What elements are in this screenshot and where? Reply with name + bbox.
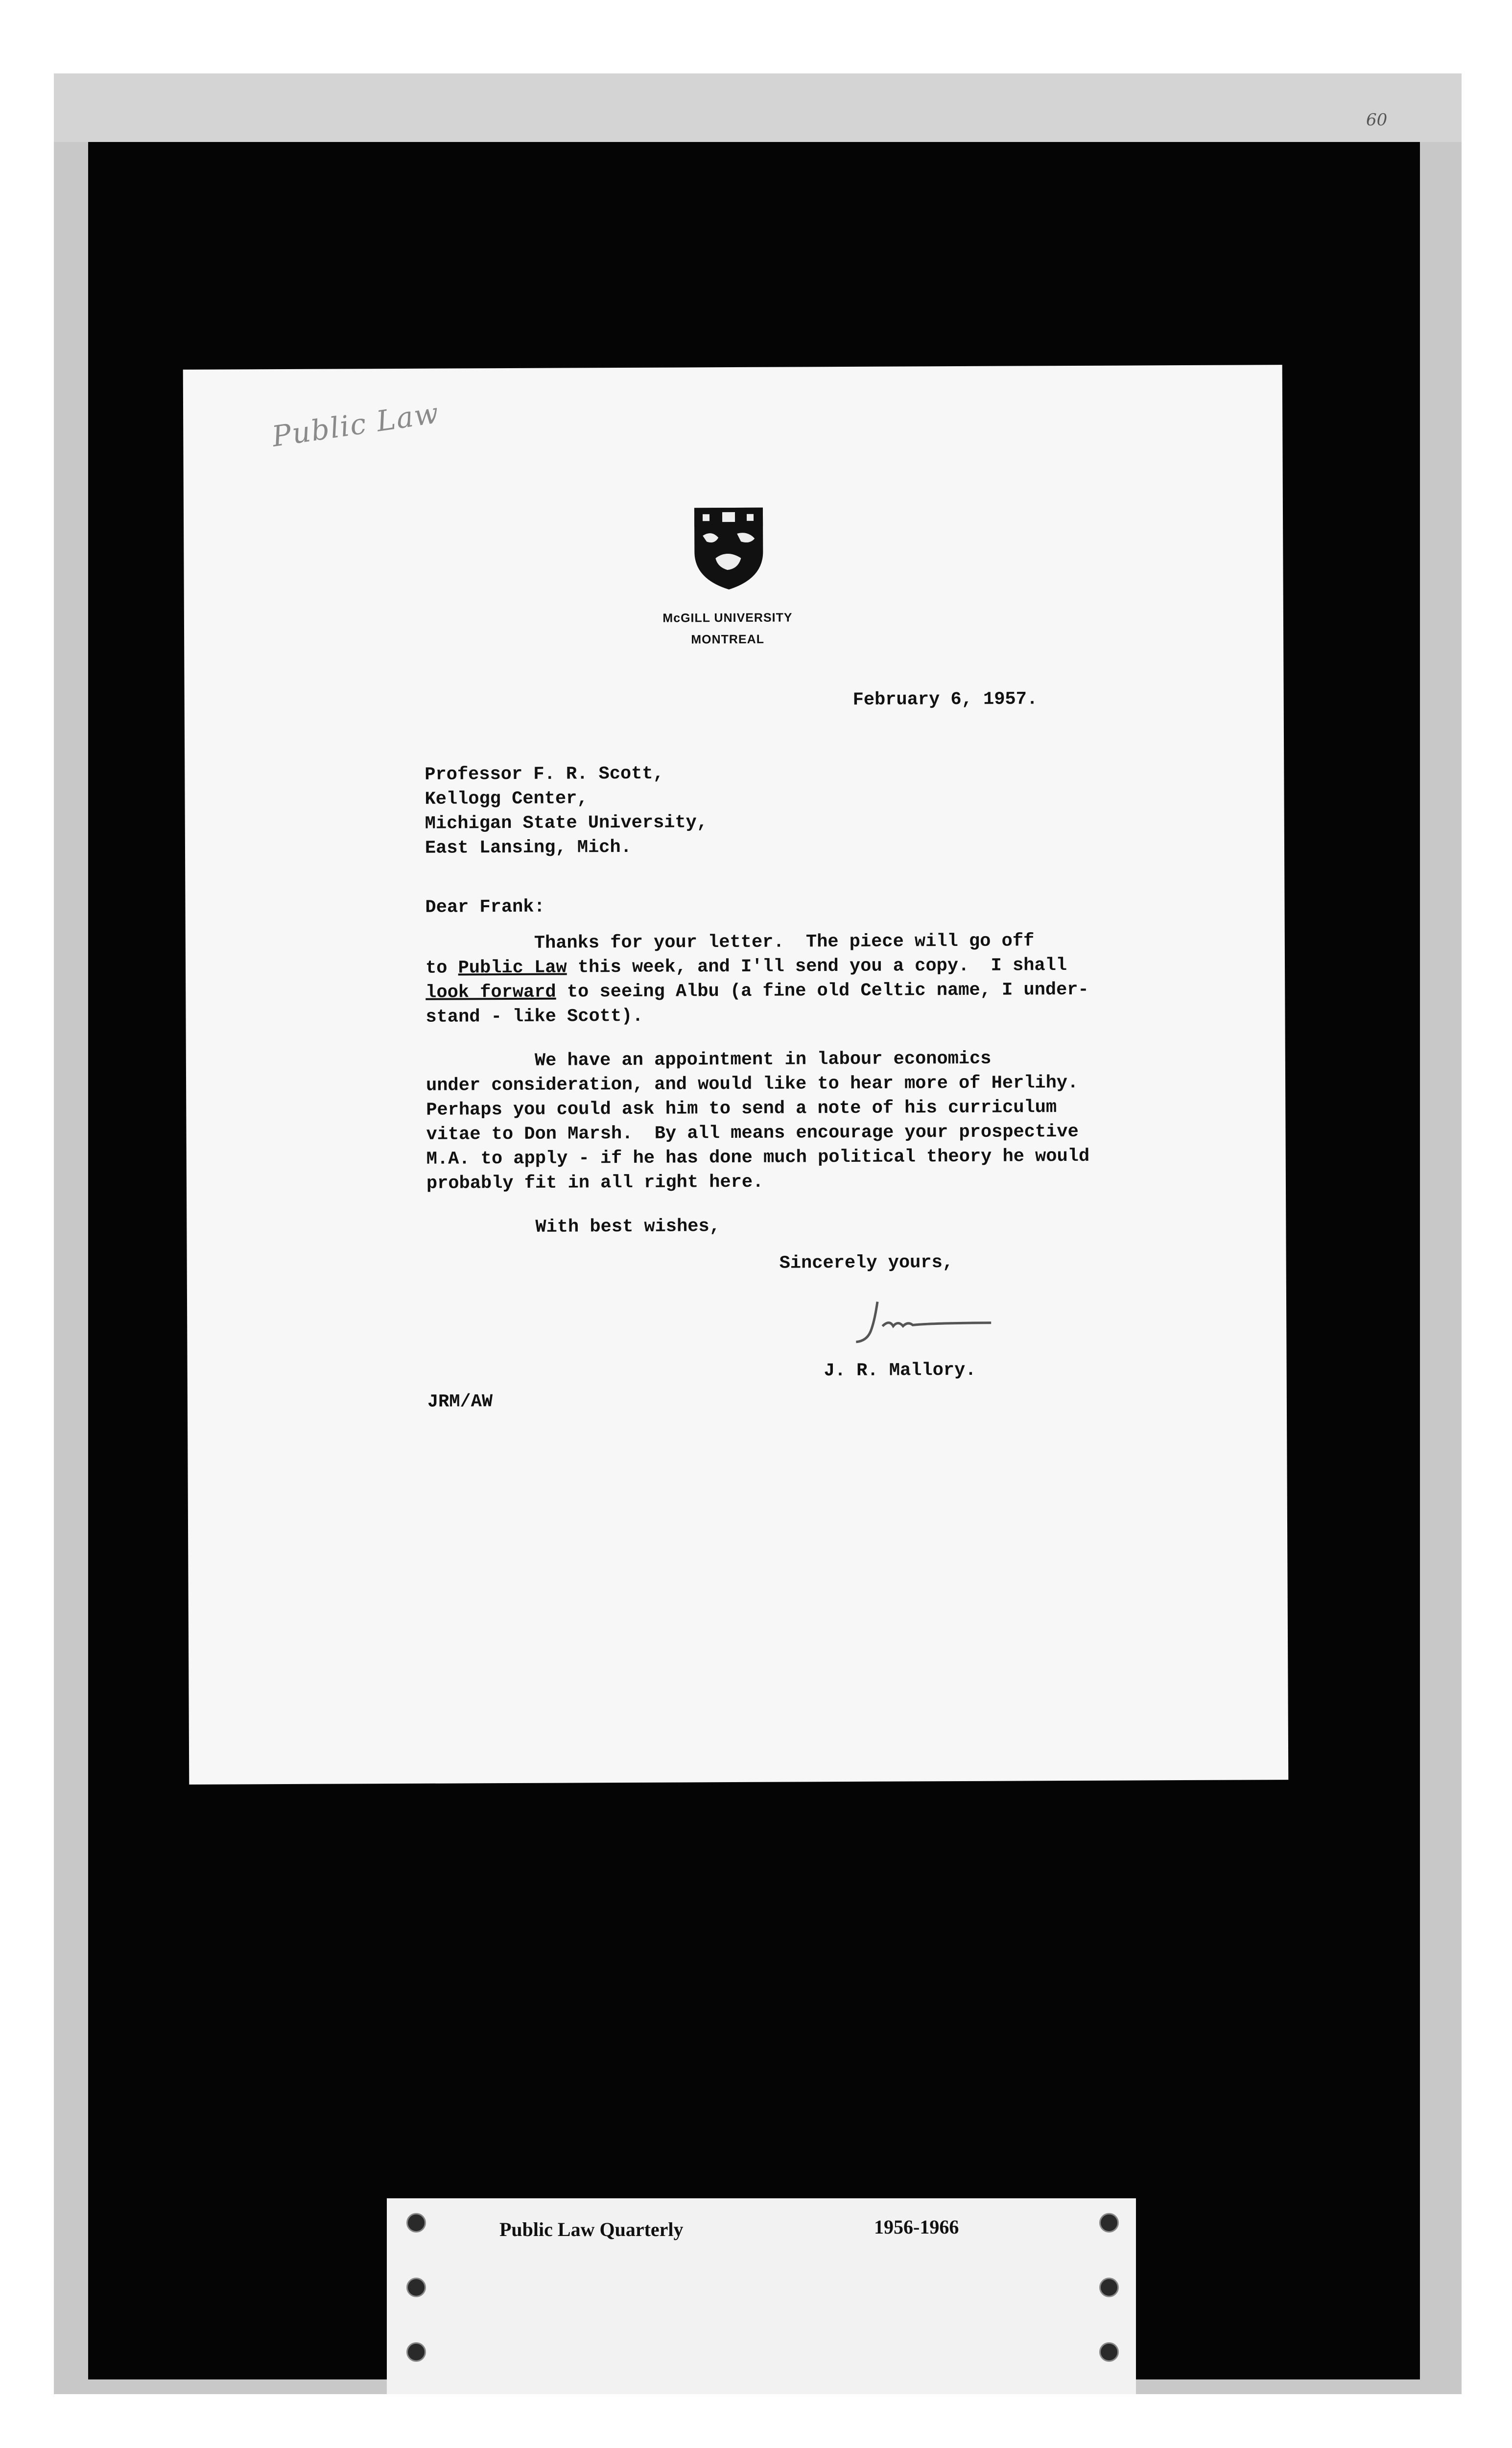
reel-years: 1956-1966 [874, 2216, 959, 2238]
closing: Sincerely yours, [779, 1252, 954, 1274]
reel-hole [1099, 2213, 1119, 2233]
underlined-text: Public Law [458, 957, 567, 979]
reel-title: Public Law Quarterly [499, 2218, 684, 2240]
underlined-text: look forward [425, 982, 556, 1003]
reel-holes-right [1099, 2213, 1119, 2375]
corner-frame-mark: 60 [1366, 110, 1388, 130]
paragraph-text: Thanks for your letter. The piece will go off to [425, 931, 1035, 979]
letter-body [425, 928, 1186, 1260]
handwritten-note: Public Law [270, 396, 442, 453]
signer-name: J. R. Mallory. [824, 1360, 976, 1382]
film-top-strip [54, 73, 1462, 142]
address-line: East Lansing, Mich. [425, 837, 632, 859]
address-line: Michigan State University, [425, 812, 708, 834]
reel-holes-left [406, 2213, 426, 2375]
paragraph-text: to seeing Albu (a fine old Celtic name, I under- stand - like Scott). [425, 979, 1089, 1028]
salutation: Dear Frank: [425, 896, 545, 918]
university-city: MONTREAL [691, 632, 765, 647]
reel-hole [406, 2213, 426, 2233]
reel-hole [406, 2342, 426, 2362]
letterhead [615, 607, 840, 651]
university-name: McGILL UNIVERSITY [662, 611, 793, 625]
paragraph-text: this week, and I'll send you a copy. I shall [567, 955, 1067, 978]
body-paragraph [425, 928, 1185, 1030]
address-line: Kellogg Center, [425, 788, 588, 810]
reel-hole [406, 2278, 426, 2297]
signature-icon [824, 1296, 1010, 1351]
letter-date: February 6, 1957. [852, 689, 1038, 710]
reel-hole [1099, 2342, 1119, 2362]
typist-initials: JRM/AW [427, 1391, 493, 1412]
reel-hole [1099, 2278, 1119, 2297]
recipient-address [425, 761, 708, 861]
body-paragraph: We have an appointment in labour economics under consideration, and would like to hear more of Herlihy. Perhaps you could ask him to send a note of his curriculum vitae to Don Marsh. By all means encourage your prospective M.A. to apply - if he has done much political theory he would probably fit in all right here. [425, 1048, 1090, 1194]
letter-page [183, 365, 1289, 1785]
reel-label [387, 2198, 1136, 2394]
mcgill-crest-icon [692, 505, 766, 591]
body-paragraph: With best wishes, [426, 1216, 720, 1238]
address-line: Professor F. R. Scott, [425, 763, 664, 785]
